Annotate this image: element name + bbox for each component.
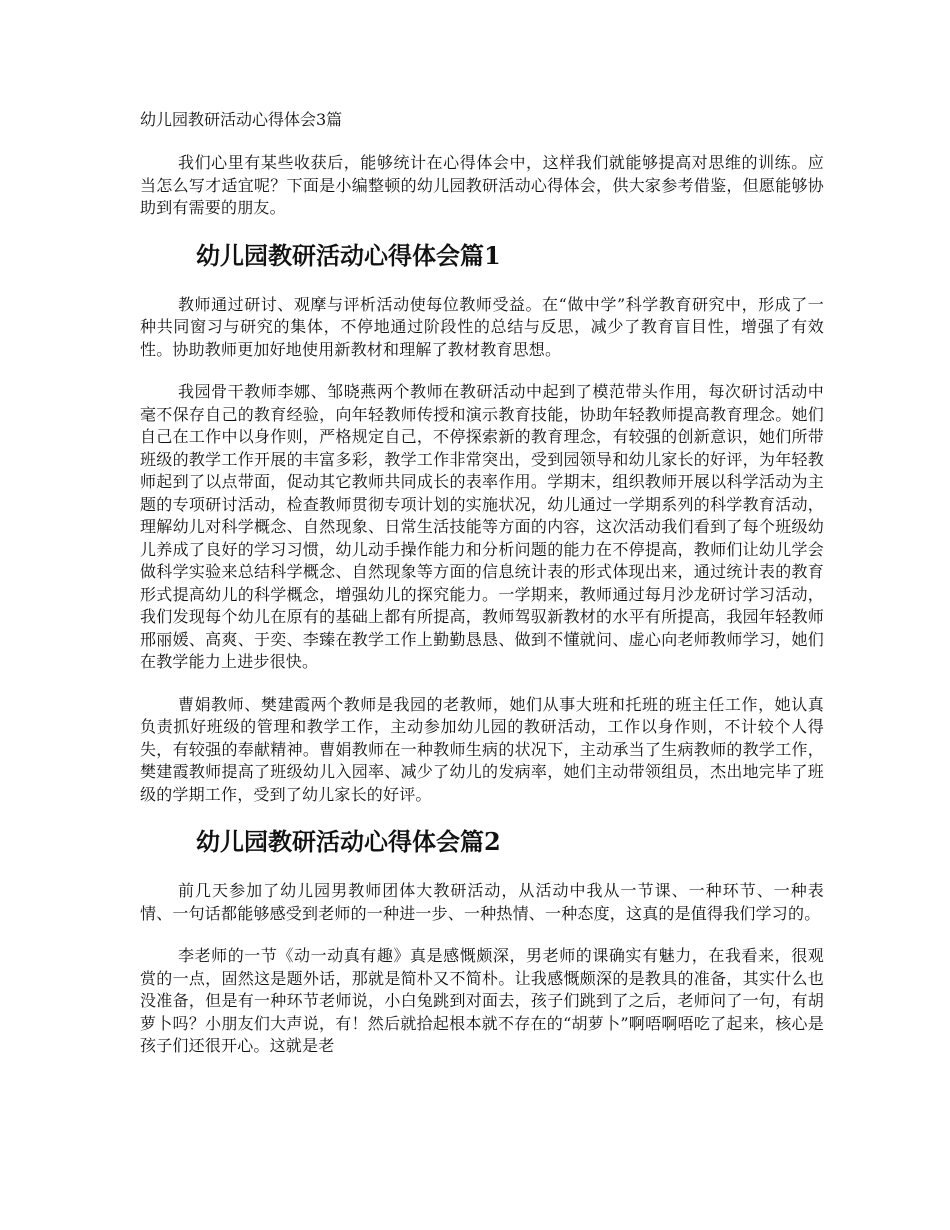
document-page — [140, 108, 824, 1078]
section-1-paragraph-3: 曹娟教师、樊建霞两个教师是我园的老教师，她们从事大班和托班的班主任工作，她认真负责抓好班级的管理和教学工作，主动参加幼儿园的教研活动，工作以身作则，不计较个人得失，有较强的奉献精神。曹娟教师在一种教师生病的状况下，主动承当了生病教师的教学工作，樊建霞教师提高了班级幼儿入园率、减少了幼儿的发病率，她们主动带领组员，杰出地完毕了班级的学期工作，受到了幼儿家长的好评。 — [140, 694, 824, 804]
intro-paragraph: 我们心里有某些收获后，能够统计在心得体会中，这样我们就能够提高对思维的训练。应当怎么写才适宜呢？下面是小编整顿的幼儿园教研活动心得体会，供大家参考借鉴，但愿能够协助到有需要的朋友。 — [140, 153, 824, 217]
section-1-paragraph-2: 我园骨干教师李娜、邹晓燕两个教师在教研活动中起到了模范带头作用，每次研讨活动中毫不保存自己的教育经验，向年轻教师传授和演示教育技能，协助年轻教师提高教育理念。她们自己在工作中以身作则，严格规定自己，不停探索新的教育理念，有较强的创新意识，她们所带班级的教学工作开展的丰富多彩，教学工作非常突出，受到园领导和幼儿家长的好评，为年轻教师起到了以点带面，促动其它教师共同成长的表率作用。学期末，组织教师开展以科学活动为主题的专项研讨活动，检查教师贯彻专项计划的实施状况，幼儿通过一学期系列的科学教育活动，理解幼儿对科学概念、自然现象、日常生活技能等方面的内容，这次活动我们看到了每个班级幼儿养成了良好的学习习惯，幼儿动手操作能力和分析问题的能力在不停提高，教师们让幼儿学会做科学实验来总结科学概念、自然现象等方面的信息统计表的形式体现出来，通过统计表的教育形式提高幼儿的科学概念，增强幼儿的探究能力。一学期来，教师通过每月沙龙研讨学习活动，我们发现每个幼儿在原有的基础上都有所提高，教师驾驭新教材的水平有所提高，我园年轻教师邢丽媛、高爽、于奕、李臻在教学工作上勤勤恳恳、做到不懂就问、虚心向老师教师学习，她们在教学能力上进步很快。 — [140, 382, 824, 671]
document-title: 幼儿园教研活动心得体会3篇 — [140, 110, 343, 129]
section-2-heading: 幼儿园教研活动心得体会篇2 — [196, 827, 501, 856]
section-2-paragraph-2: 李老师的一节《动一动真有趣》真是感慨颇深，男老师的课确实有魅力，在我看来，很观赏的一点，固然这是题外话，那就是简朴又不简朴。让我感慨颇深的是教具的准备，其实什么也没准备，但是有一种环节老师说，小白兔跳到对面去，孩子们跳到了之后，老师问了一句，有胡萝卜吗？小朋友们大声说，有！然后就拾起根本就不存在的“胡萝卜”啊唔啊唔吃了起来，核心是孩子们还很开心。这就是老 — [140, 946, 824, 1055]
section-1-paragraph-1: 教师通过研讨、观摩与评析活动使每位教师受益。在“做中学”科学教育研究中，形成了一种共同窗习与研究的集体，不停地通过阶段性的总结与反思，减少了教育盲目性，增强了有效性。协助教师更加好地使用新教材和理解了教材教育思想。 — [140, 294, 824, 359]
section-1-heading: 幼儿园教研活动心得体会篇1 — [196, 240, 501, 270]
section-2-paragraph-1: 前几天参加了幼儿园男教师团体大教研活动，从活动中我从一节课、一种环节、一种表情、一句话都能够感受到老师的一种进一步、一种热情、一种态度，这真的是值得我们学习的。 — [140, 881, 824, 923]
